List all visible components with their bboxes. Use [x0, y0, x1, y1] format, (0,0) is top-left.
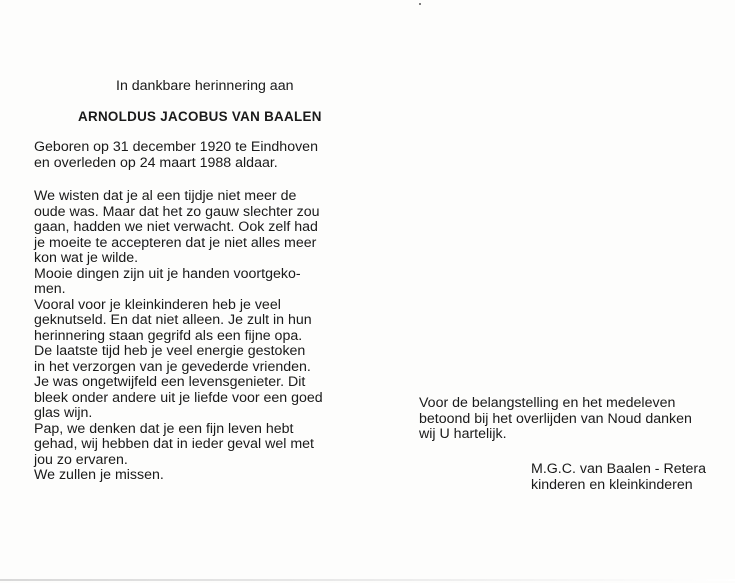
thanks-block: [419, 396, 711, 443]
text-line: herinnering staan gegrifd als een fijne opa.: [34, 327, 303, 344]
card-edge-divider: [0, 579, 735, 581]
signature-name: M.G.C. van Baalen - Retera: [531, 461, 707, 477]
intro-line: In dankbare herinnering aan: [116, 78, 294, 94]
text-line: Je was ongetwijfeld een levensgenieter. Dit: [34, 374, 306, 390]
text-line: glas wijn.: [34, 405, 93, 421]
text-line: je moeite te accepteren dat je niet alles meer: [34, 234, 317, 251]
memorial-text: [34, 189, 328, 484]
signature-block: [531, 462, 706, 493]
text-line: geknutseld. En dat niet alleen. Je zult in hun: [34, 312, 312, 328]
death-line: en overleden op 24 maart 1988 aldaar.: [34, 154, 278, 171]
text-line: oude was. Maar dat het zo gauw slechter zou: [34, 203, 320, 220]
text-line: We zullen je missen.: [34, 467, 164, 483]
text-line: Vooral voor je kleinkinderen heb je veel: [34, 296, 281, 313]
text-line: We wisten dat je al een tijdje niet meer de: [34, 188, 297, 204]
print-mark: [419, 3, 421, 5]
thanks-line: Voor de belangstelling en het medeleven: [419, 395, 676, 411]
text-line: men.: [34, 281, 66, 297]
text-line: Mooie dingen zijn uit je handen voortgeko-: [34, 265, 301, 282]
signature-family: kinderen en kleinkinderen: [531, 476, 693, 493]
text-line: kon wat je wilde.: [34, 250, 139, 266]
birth-line: Geboren op 31 december 1920 te Eindhoven: [34, 139, 318, 155]
text-line: gaan, hadden we niet verwacht. Ook zelf had: [34, 219, 318, 235]
text-line: Pap, we denken dat je een fijn leven hebt: [34, 420, 294, 437]
thanks-line: betoond bij het overlijden van Noud danken: [419, 410, 692, 427]
birth-death-block: [34, 140, 334, 171]
text-line: in het verzorgen van je gevederde vrienden.: [34, 358, 311, 375]
deceased-name: ARNOLDUS JACOBUS VAN BAALEN: [78, 109, 322, 124]
text-line: jou zo ervaren.: [34, 451, 128, 468]
thanks-line: wij U hartelijk.: [419, 426, 507, 442]
text-line: De laatste tijd heb je veel energie gestoken: [34, 343, 306, 359]
text-line: bleek onder andere uit je liefde voor een goed: [34, 389, 323, 406]
text-line: gehad, wij hebben dat in ieder geval wel met: [34, 436, 314, 452]
